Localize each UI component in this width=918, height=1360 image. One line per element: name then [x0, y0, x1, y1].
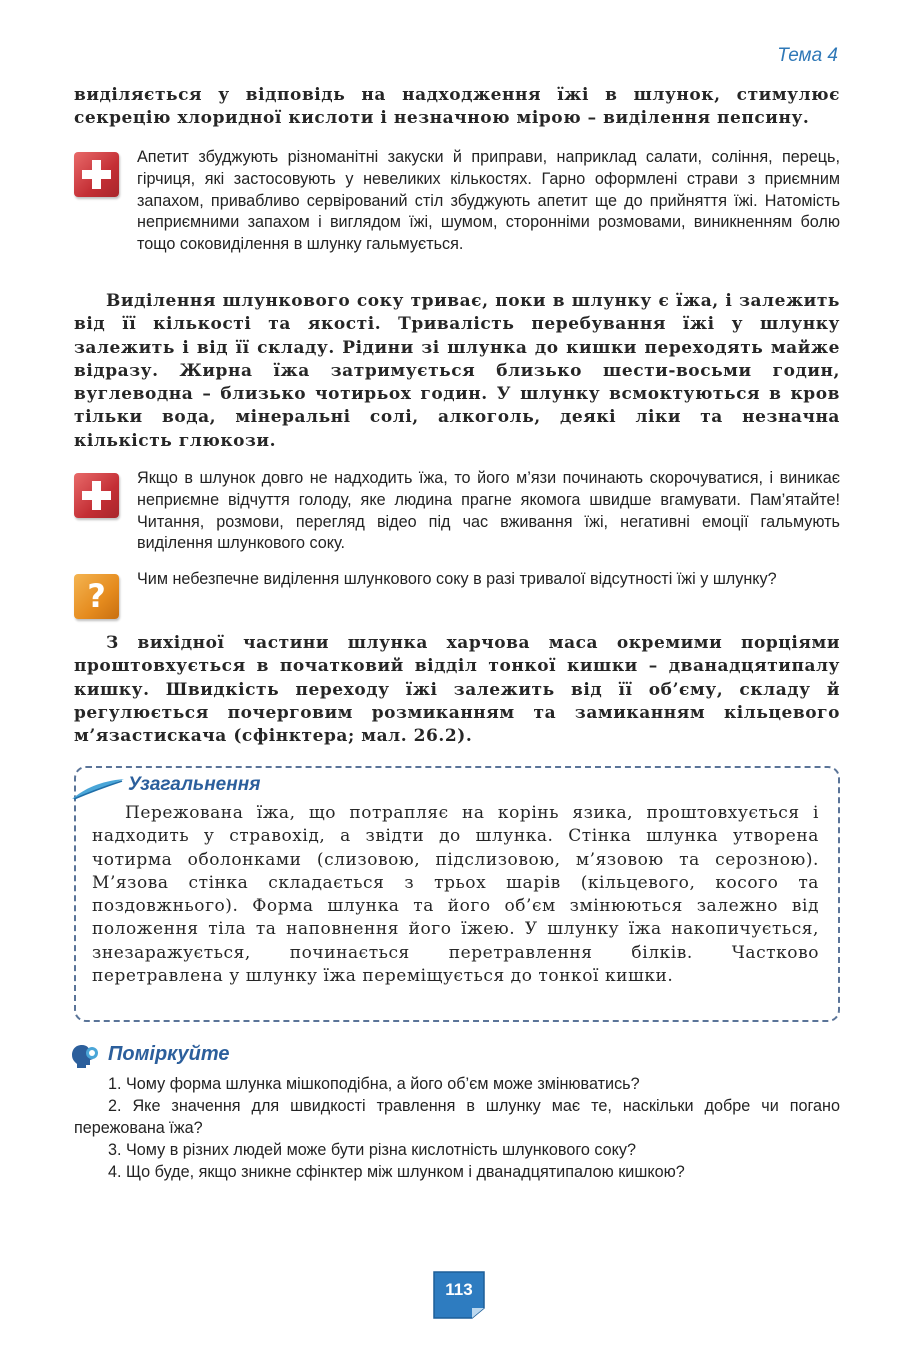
plus-icon	[74, 473, 119, 518]
questions-list	[74, 1073, 840, 1183]
theme-label: Тема 4	[777, 45, 838, 66]
paragraph-gastric-juice: Виділення шлункового соку триває, поки в шлунку є їжа, і залежить від її кількості та якості. Тривалість перебування їжі у шлунку залежить і від її складу. Рідини зі шлунка до кишки переходять майже відразу. Жирна їжа затримується близько шести-восьми годин, вуглеводна – близько чотирьох годин. У шлунку всмоктуються в кров тільки вода, мінеральні солі, алкоголь, деякі ліки та незначна кількість глюкози.	[74, 291, 840, 451]
list-item: 3. Чому в різних людей може бути різна кислотність шлункового соку?	[108, 1141, 637, 1159]
plus-icon	[74, 152, 119, 197]
summary-title: Узагальнення	[128, 774, 261, 795]
list-item: 4. Що буде, якщо зникне сфінктер між шлунком і дванадцятипалою кишкою?	[108, 1163, 685, 1181]
note-text: Апетит збуджують різноманітні закуски й приправи, наприклад салати, соління, перець, гірчиця, які застосовують у невеликих кількостях. Гарно оформлені страви з приємним запахом, привабливо сервірований стіл збуджують апетит ще до прийняття їжі. Натомість неприємними запахом і виглядом їжі, шумом, сторонніми розмовами, виникненням болю тощо соковиділення в шлунку гальмується.	[137, 148, 840, 254]
question-icon: ?	[74, 574, 119, 619]
list-item: 2. Яке значення для швидкості травлення в шлунку має те, наскільки добре чи погано пережована їжа?	[74, 1097, 840, 1137]
summary-text: Пережована їжа, що потрапляє на корінь язика, проштовхується і надходить у стравохід, а звідти до шлунка. Стінка шлунка утворена чотирма оболонками (слизовою, підслизовою, м’язовою та серозною). М’язова стінка складається з трьох шарів (кільцевого, косого та поздовжнього). Форма шлунка та його об’єм змінюються залежно від положення тіла та наповнення його їжею. У шлунку їжа накопичується, знезаражується, починається перетравлення білків. Частково перетравлена у шлунку їжа переміщується до тонкої кишки.	[92, 803, 819, 987]
paragraph-intro: виділяється у відповідь на надходження їжі в шлунок, стимулює секрецію хлоридної кислоти і незначною мірою – виділення пепсину.	[74, 85, 840, 129]
page-number: 113	[445, 1280, 473, 1299]
paragraph-duodenum: З вихідної частини шлунка харчова маса окремими порціями проштовхується в початковий відділ тонкої кишки – дванадцятипалу кишку. Швидкість переходу їжі залежить від її об’єму, складу й регулюється почерговим розмиканням та замиканням кільцевого м’язастискача (сфінктера; мал. 26.2).	[74, 633, 840, 747]
page-number-badge	[432, 1270, 486, 1320]
question-text: Чим небезпечне виділення шлункового соку в разі тривалої відсутності їжі у шлунку?	[137, 570, 777, 588]
think-title: Поміркуйте	[108, 1043, 230, 1065]
note-text: Якщо в шлунок довго не надходить їжа, то його м’язи починають скорочуватися, і виникає неприємне відчуття голоду, яке людина прагне якомога швидше вгамувати. Пам’ятайте! Читання, розмови, перегляд відео під час вживання їжі, негативні емоції гальмують виділення шлункового соку.	[137, 469, 840, 553]
thinking-head-icon	[70, 1043, 100, 1069]
list-item: 1. Чому форма шлунка мішкоподібна, а його об’єм може змінюватись?	[108, 1075, 640, 1093]
feather-icon	[70, 775, 126, 801]
